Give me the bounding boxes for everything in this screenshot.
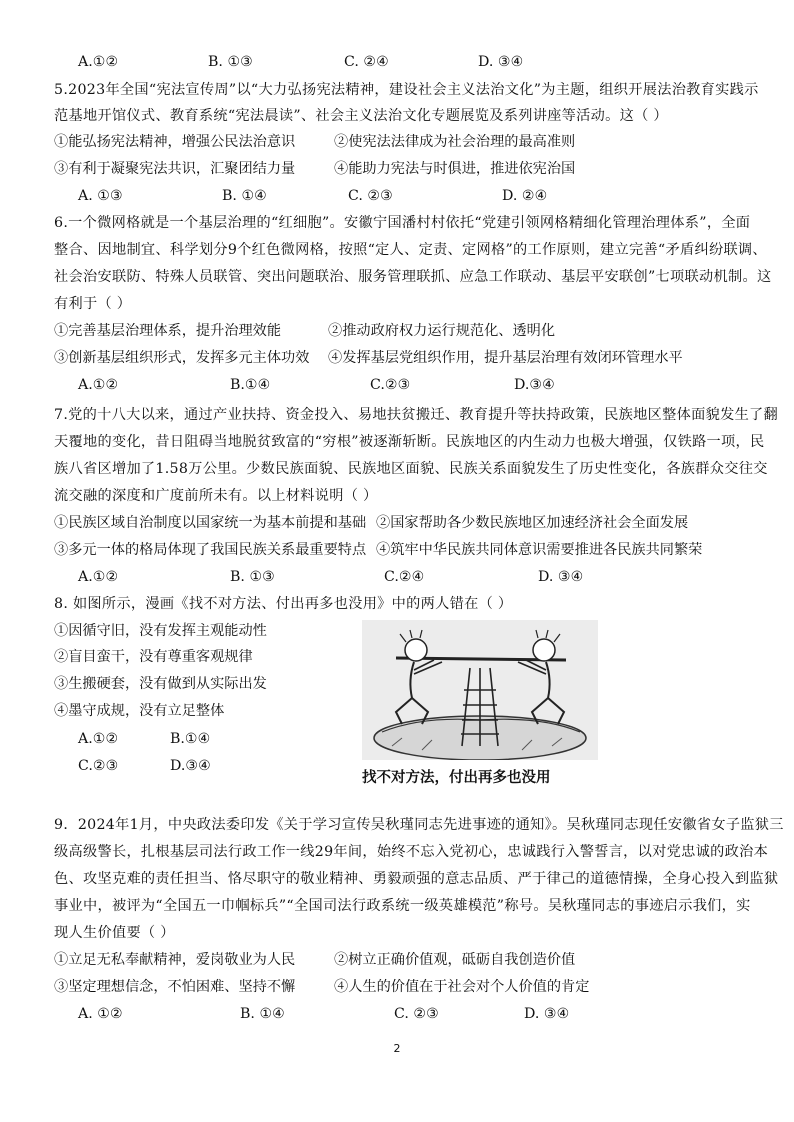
q7-item-4: ④筑牢中华民族共同体意识需要推进各民族共同繁荣 [376, 542, 703, 558]
q9-option-d: D. ③④ [524, 1006, 570, 1022]
q9-stem-line: 级高级警长，扎根基层司法行政工作一线29年间，始终不忘入党初心，忠诚践行入警誓言，以对党忠诚的政治本 [54, 844, 769, 860]
page-number: 2 [393, 1042, 401, 1055]
q4-option-d: D. ③④ [478, 54, 524, 70]
q7-stem-line: 7.党的十八大以来，通过产业扶持、资金投入、易地扶贫搬迁、教育提升等扶持政策，民族地区整体面貌发生了翻 [54, 407, 779, 423]
q7-option-b: B. ①③ [230, 569, 275, 585]
q9-item-4: ④人生的价值在于社会对个人价值的肯定 [334, 979, 590, 995]
cartoon-illustration [362, 620, 598, 760]
q4-option-a: A.①② [78, 54, 119, 70]
q8-item-2: ②盲目蛮干，没有尊重客观规律 [54, 649, 253, 665]
q9-stem-line: 事业中，被评为“全国五一巾帼标兵”“全国司法行政系统一级英雄模范”称号。吴秋瑾同志的事迹启示我们，实 [54, 898, 751, 914]
q5-option-b: B. ①④ [222, 188, 267, 204]
q7-option-a: A.①② [78, 569, 119, 585]
q4-option-c: C. ②④ [344, 54, 389, 70]
q5-option-d: D. ②④ [502, 188, 548, 204]
q5-item-4: ④能助力宪法与时俱进，推进依宪治国 [334, 161, 576, 177]
q6-option-d: D.③④ [514, 377, 555, 393]
q5-item-2: ②使宪法法律成为社会治理的最高准则 [334, 134, 576, 150]
q8-option-a: A.①② [78, 731, 119, 747]
q4-option-b: B. ①③ [208, 54, 253, 70]
q9-item-1: ①立足无私奉献精神，爱岗敬业为人民 [54, 952, 296, 968]
q6-item-3: ③创新基层组织形式，发挥多元主体功效 [54, 350, 310, 366]
q7-stem-line: 天覆地的变化，昔日阻碍当地脱贫致富的“穷根”被逐渐斩断。民族地区的内生动力也极大增强，仅铁路一项，民 [54, 434, 765, 450]
q8-option-d: D.③④ [170, 758, 211, 774]
q5-stem-line: 5.2023年全国“宪法宣传周”以“大力弘扬宪法精神，建设社会主义法治文化”为主题，组织开展法治教育实践示 [54, 82, 759, 98]
q8-item-3: ③生搬硬套，没有做到从实际出发 [54, 676, 267, 692]
q6-item-1: ①完善基层治理体系，提升治理效能 [54, 323, 282, 339]
q5-option-a: A. ①③ [78, 188, 123, 204]
q7-stem-line: 流交融的深度和广度前所未有。以上材料说明（ ） [54, 488, 378, 504]
q7-item-2: ②国家帮助各少数民族地区加速经济社会全面发展 [376, 515, 689, 531]
q9-stem-line: 色、攻坚克难的责任担当、恪尽职守的敬业精神、勇毅顽强的意志品质、严于律己的道德情操，全身心投入到监狱 [54, 871, 779, 887]
q8-item-4: ④墨守成规，没有立足整体 [54, 703, 225, 719]
q6-option-b: B.①④ [230, 377, 271, 393]
q6-stem-line: 整合、因地制宜、科学划分9个红色微网格，按照“定人、定责、定网格”的工作原则，建立完善“矛盾纠纷联调、 [54, 242, 767, 258]
q9-item-3: ③坚定理想信念，不怕困难、坚持不懈 [54, 979, 296, 995]
q5-item-3: ③有利于凝聚宪法共识，汇聚团结力量 [54, 161, 296, 177]
q7-stem-line: 族八省区增加了1.58万公里。少数民族面貌、民族地区面貌、民族关系面貌发生了历史性变化，各族群众交往交 [54, 461, 768, 477]
q6-stem-line: 6.一个微网格就是一个基层治理的“红细胞”。安徽宁国潘村村依托“党建引领网格精细化管理治理体系”，全面 [54, 215, 751, 231]
q7-item-1: ①民族区域自治制度以国家统一为基本前提和基础 [54, 515, 367, 531]
q7-item-3: ③多元一体的格局体现了我国民族关系最重要特点 [54, 542, 367, 558]
q7-option-c: C.②④ [384, 569, 425, 585]
q5-option-c: C. ②③ [348, 188, 393, 204]
q9-stem-line: 现人生价值要（ ） [54, 925, 175, 941]
q6-option-a: A.①② [78, 377, 119, 393]
q9-option-b: B. ①④ [240, 1006, 285, 1022]
q6-stem-line: 有利于（ ） [54, 296, 132, 312]
q9-item-2: ②树立正确价值观，砥砺自我创造价值 [334, 952, 576, 968]
q8-option-b: B.①④ [170, 731, 211, 747]
q8-item-1: ①因循守旧，没有发挥主观能动性 [54, 623, 267, 639]
q6-item-2: ②推动政府权力运行规范化、透明化 [328, 323, 556, 339]
q6-stem-line: 社会治安联防、特殊人员联管、突出问题联治、服务管理联抓、应急工作联动、基层平安联创”七项联动机制。这 [54, 269, 772, 285]
q9-stem-line: 9．2024年1月，中央政法委印发《关于学习宣传吴秋瑾同志先进事迹的通知》。吴秋瑾同志现任安徽省女子监狱三 [54, 817, 784, 833]
q6-item-4: ④发挥基层党组织作用，提升基层治理有效闭环管理水平 [328, 350, 683, 366]
q9-option-a: A. ①② [78, 1006, 123, 1022]
cartoon-caption: 找不对方法，付出再多也没用 [362, 770, 551, 786]
q8-option-c: C.②③ [78, 758, 119, 774]
q8-stem: 8. 如图所示，漫画《找不对方法、付出再多也没用》中的两人错在（ ） [54, 596, 513, 612]
q6-option-c: C.②③ [370, 377, 411, 393]
q9-option-c: C. ②③ [394, 1006, 439, 1022]
q5-item-1: ①能弘扬宪法精神，增强公民法治意识 [54, 134, 296, 150]
q7-option-d: D. ③④ [538, 569, 584, 585]
q5-stem-line: 范基地开馆仪式、教育系统“宪法晨读”、社会主义法治文化专题展览及系列讲座等活动。这（ ） [54, 108, 668, 124]
